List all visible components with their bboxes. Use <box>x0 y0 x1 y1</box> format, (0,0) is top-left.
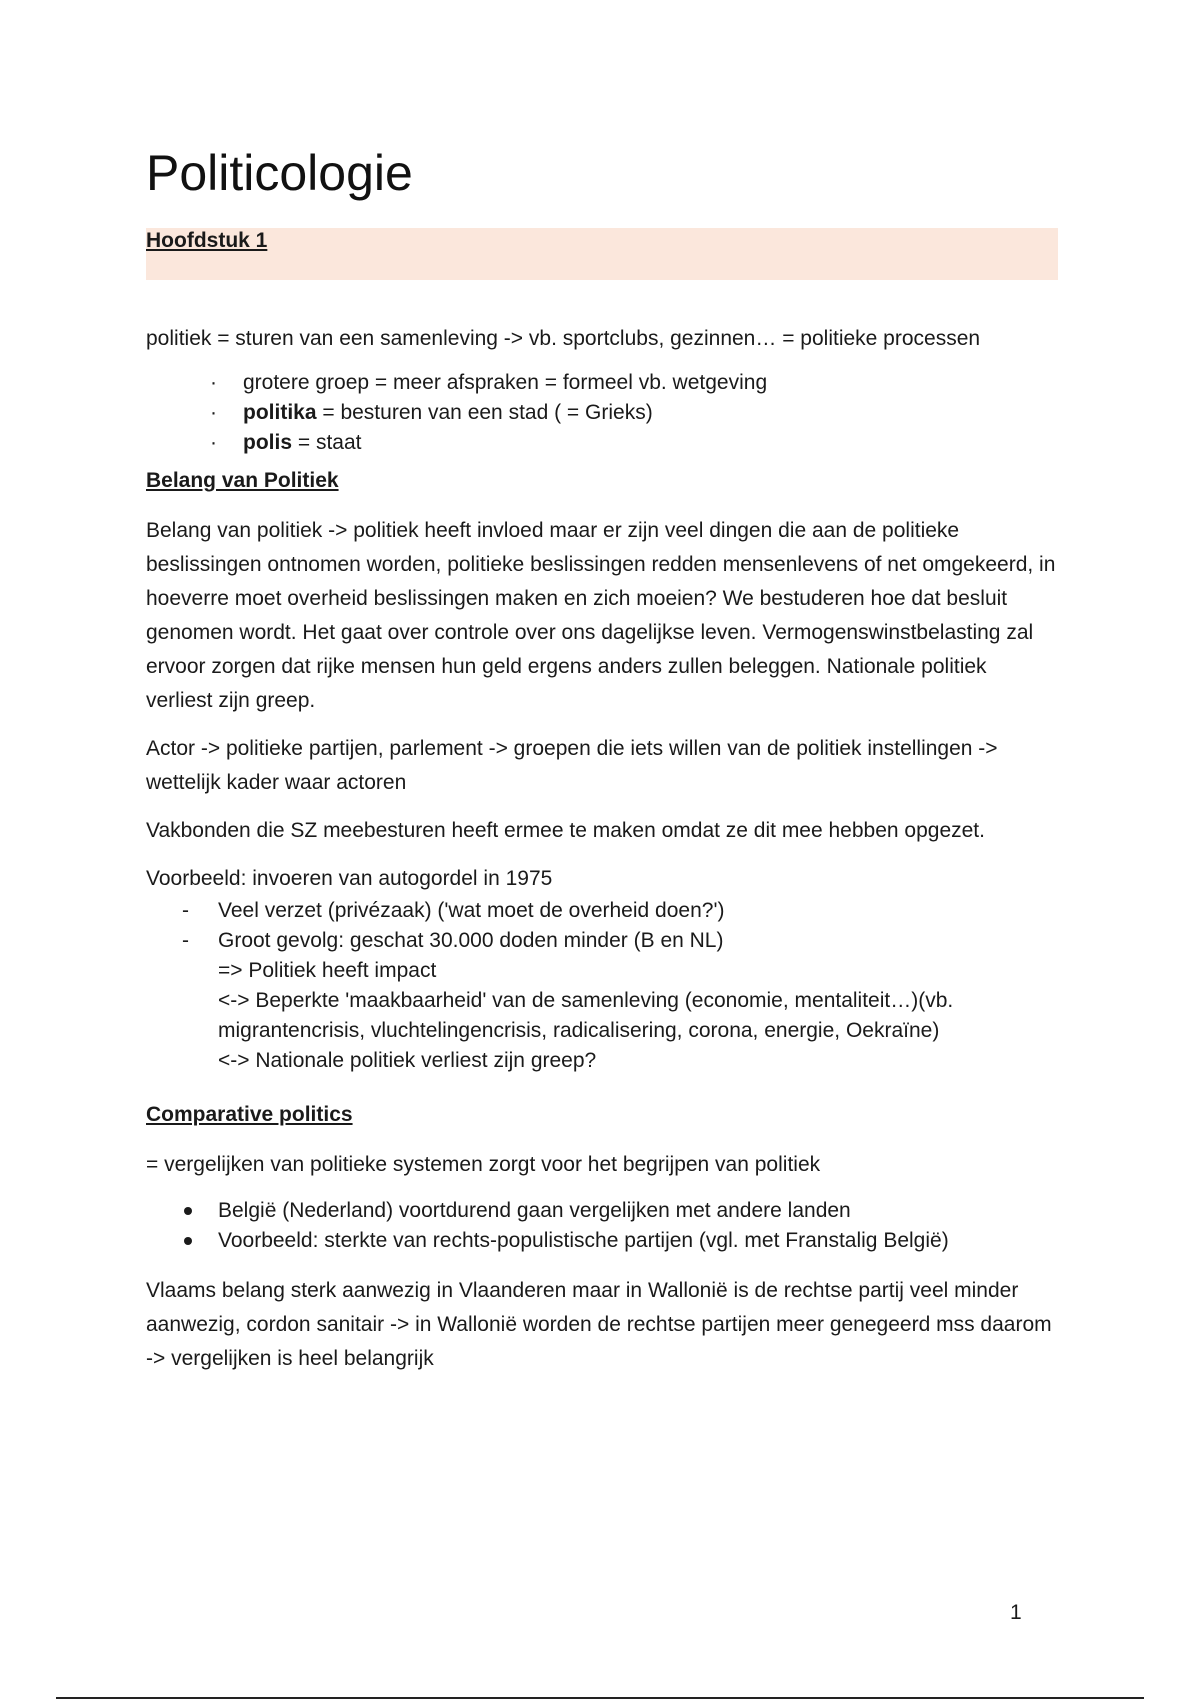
list-item <box>182 1196 1058 1226</box>
bullet-dot: · <box>210 401 217 424</box>
paragraph: Vlaams belang sterk aanwezig in Vlaanderen maar in Wallonië is de rechtse partij veel minder aanwezig, cordon sanitair -> in Wallonië worden de rechtse partijen meer genegeerd mss daarom -> vergelijken is heel belangrijk <box>146 1279 1052 1370</box>
list-item <box>210 368 1058 398</box>
bullet-dot <box>184 1207 192 1215</box>
paragraph: Belang van politiek -> politiek heeft invloed maar er zijn veel dingen die aan de politieke beslissingen ontnomen worden, politieke beslissingen redden mensenlevens of net omgekeerd, in hoeverre moet overheid beslissingen maken en zich moeien? We bestuderen hoe dat besluit genomen wordt. Het gaat over controle over ons dagelijkse leven. Vermogenswinstbelasting zal ervoor zorgen dat rijke mensen hun geld ergens anders zullen beleggen. Nationale politiek verliest zijn greep. <box>146 519 1056 712</box>
document-title: Politicologie <box>146 145 413 201</box>
continuation-line: <-> Beperkte 'maakbaarheid' van de samenleving (economie, mentaliteit…)(vb. <box>218 989 954 1012</box>
bullet-dot <box>184 1237 192 1245</box>
list-item-text: Voorbeeld: sterkte van rechts-populistische partijen (vgl. met Franstalig België) <box>218 1229 949 1252</box>
bullet-dot: · <box>210 431 217 454</box>
continuation-line: <-> Nationale politiek verliest zijn greep? <box>218 1049 597 1072</box>
chapter-heading-band <box>146 228 1058 280</box>
page-bottom-divider <box>56 1697 1144 1699</box>
chapter-heading: Hoofdstuk 1 <box>146 229 268 252</box>
list-item-text: grotere groep = meer afspraken = formeel vb. wetgeving <box>243 371 768 394</box>
example-intro: Voorbeeld: invoeren van autogordel in 1975 <box>146 867 553 890</box>
list-item-text: Groot gevolg: geschat 30.000 doden minder (B en NL) <box>218 929 724 952</box>
example-dash-list <box>146 896 1058 956</box>
dash-bullet: - <box>182 929 189 952</box>
paragraph: Vakbonden die SZ meebesturen heeft ermee te maken omdat ze dit mee hebben opgezet. <box>146 819 985 842</box>
continuation-line: migrantencrisis, vluchtelingencrisis, radicalisering, corona, energie, Oekraïne) <box>218 1019 940 1042</box>
list-item-text: = staat <box>292 431 362 454</box>
dash-bullet: - <box>182 899 189 922</box>
continuation-line: => Politiek heeft impact <box>218 959 437 982</box>
section-heading-belang: Belang van Politiek <box>146 469 339 492</box>
intro-paragraph: politiek = sturen van een samenleving -> vb. sportclubs, gezinnen… = politieke processen <box>146 327 981 350</box>
list-item <box>210 398 1058 428</box>
list-item-text: België (Nederland) voortdurend gaan vergelijken met andere landen <box>218 1199 851 1222</box>
list-item <box>210 428 1058 458</box>
bullet-dot: · <box>210 371 217 394</box>
list-item <box>182 926 1058 956</box>
page-number: 1 <box>1010 1601 1022 1624</box>
list-item <box>182 896 1058 926</box>
paragraph: = vergelijken van politieke systemen zorgt voor het begrijpen van politiek <box>146 1153 821 1176</box>
list-item-text: Veel verzet (privézaak) ('wat moet de overheid doen?') <box>218 899 725 922</box>
comparative-bullet-list <box>146 1196 1058 1256</box>
list-item <box>182 1226 1058 1256</box>
paragraph: Actor -> politieke partijen, parlement -> groepen die iets willen van de politiek instellingen -> wettelijk kader waar actoren <box>146 737 998 794</box>
term-bold: politika <box>243 401 317 424</box>
section-heading-comparative: Comparative politics <box>146 1103 353 1126</box>
term-bold: polis <box>243 431 293 454</box>
intro-bullet-list <box>146 368 1058 458</box>
document-body <box>146 140 1058 1390</box>
list-item-text: = besturen van een stad ( = Grieks) <box>316 401 653 424</box>
